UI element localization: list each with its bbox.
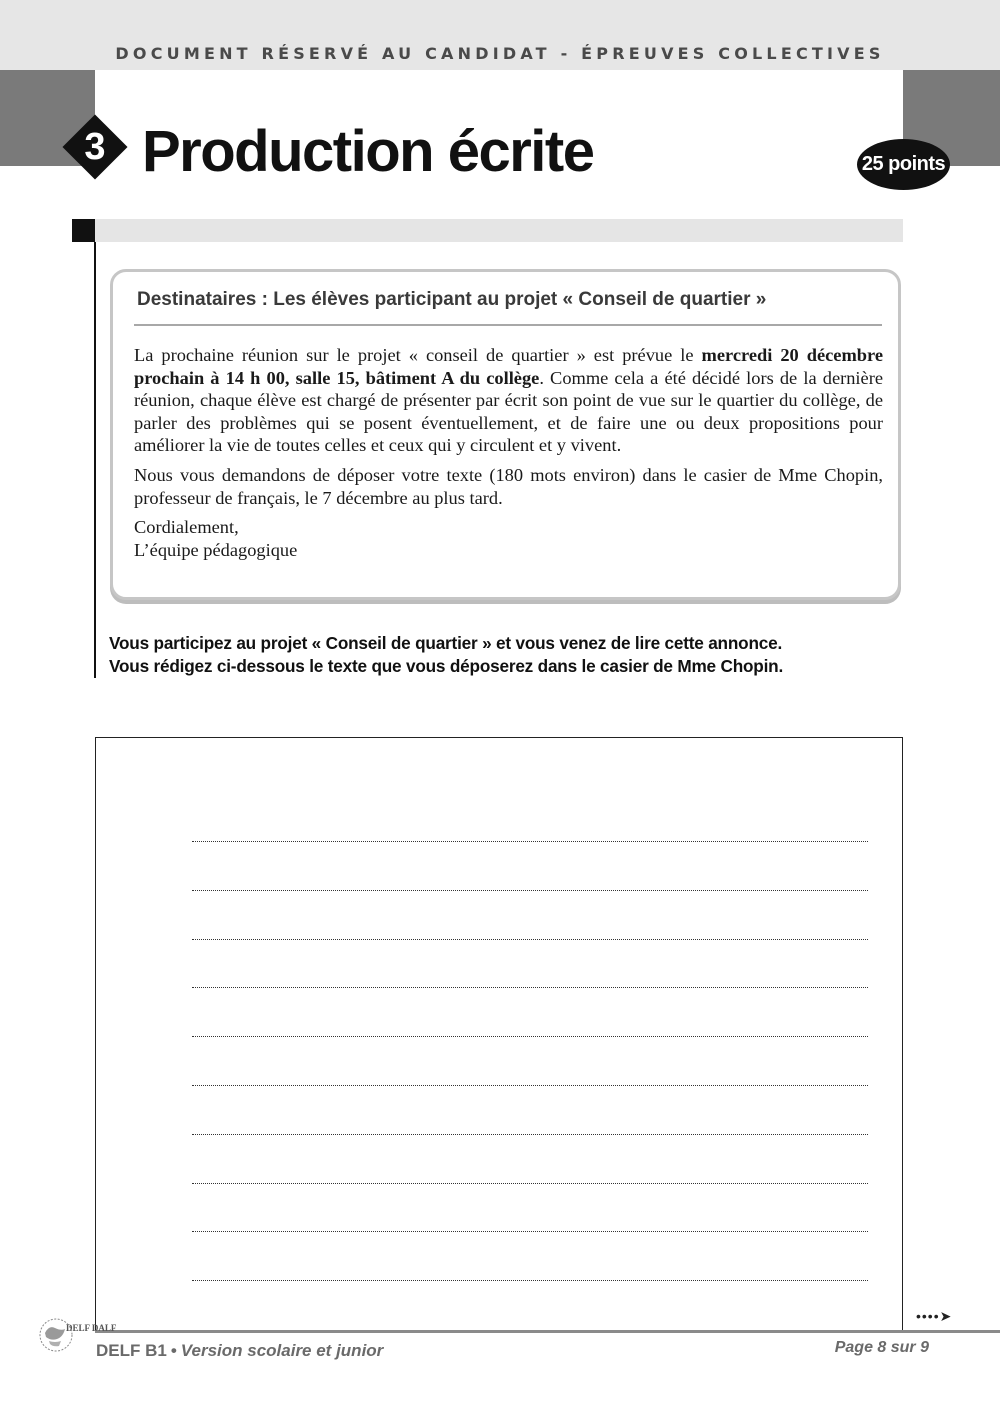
footer-exam: DELF B1 [96,1341,167,1360]
notice-body [134,344,883,568]
section-marker-square [72,219,95,242]
section-grey-bar [95,219,903,242]
page-number: Page 8 sur 9 [834,1339,929,1356]
writing-line[interactable] [192,939,868,940]
section-vertical-rule [94,242,96,678]
page-title: Production écrite [142,119,594,184]
task-instructions [109,632,783,678]
writing-line[interactable] [192,1231,868,1232]
instruction-line-2: Vous rédigez ci-dessous le texte que vous déposerez dans le casier de Mme Chopin. [109,656,784,676]
writing-line[interactable] [192,841,868,842]
meeting-details: mercredi 20 décembre prochain à 14 h 00, salle 15, bâtiment A du collège [134,345,883,388]
footer-rule [95,1330,1000,1333]
writing-line[interactable] [192,1280,868,1281]
footer-version: Version scolaire et junior [180,1341,384,1360]
answer-box[interactable] [95,737,903,1332]
notice-signature: L’équipe pédagogique [134,539,298,560]
header-banner: DOCUMENT RÉSERVÉ AU CANDIDAT - ÉPREUVES COLLECTIVES [115,44,885,63]
notice-heading: Destinataires : Les élèves participant au projet « Conseil de quartier » [137,289,767,310]
notice-paragraph-2: Nous vous demandons de déposer votre texte (180 mots environ) dans le casier de Mme Chopin, professeur de français, le 7 décembre au plus tard. [134,464,883,508]
writing-line[interactable] [192,1085,868,1086]
section-number: 3 [84,126,106,168]
points-badge: 25 points [857,139,950,190]
writing-line[interactable] [192,1183,868,1184]
delf-dalf-logo [39,1313,117,1357]
footer-separator: • [170,1341,177,1360]
writing-line[interactable] [192,1036,868,1037]
notice-box [110,269,901,600]
logo-text: DELF DALF [66,1323,117,1333]
instruction-line-1: Vous participez au projet « Conseil de quartier » et vous venez de lire cette annonce. [109,633,783,653]
footer-exam-info [96,1341,383,1361]
writing-line[interactable] [192,987,868,988]
writing-line[interactable] [192,1134,868,1135]
next-page-arrow-icon: ••••➤ [916,1308,953,1324]
writing-line[interactable] [192,890,868,891]
notice-divider [134,324,882,326]
notice-closing: Cordialement, [134,517,239,538]
notice-paragraph-1: La prochaine réunion sur le projet « conseil de quartier » est prévue le mercredi 20 décembre prochain à 14 h 00, salle 15, bâtiment A du collège. Comme cela a été décidé lors de la dernière réunion, chaque élève est chargé de présenter par écrit son point de vue sur le quartier du collège, de parler des problèmes qui se posent éventuellement, et de faire une ou deux propositions pour améliorer la vie de toutes celles et ceux qui y circulent et y vivent. [134,345,883,456]
